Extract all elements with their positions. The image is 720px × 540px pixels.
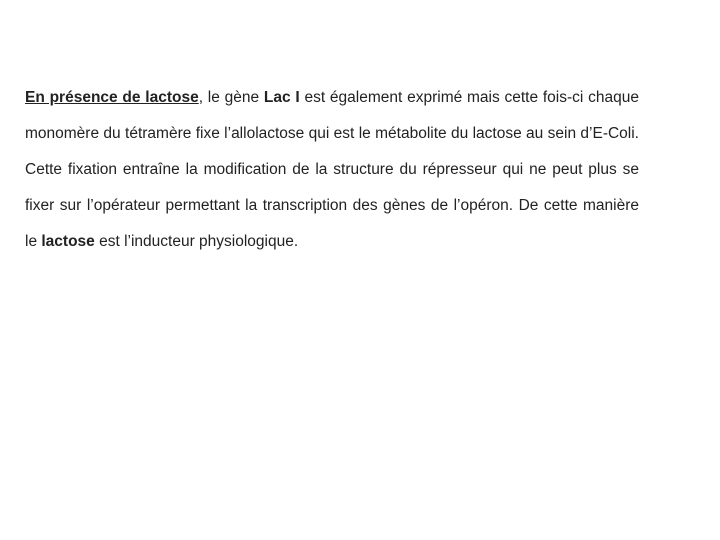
body-paragraph <box>25 80 639 260</box>
text-segment-3: est l’inducteur physiologique. <box>94 233 299 250</box>
lead-term: En présence de lactose <box>25 89 199 106</box>
text-segment-1: , le gène <box>198 89 264 106</box>
gene-name: Lac I <box>263 89 300 106</box>
text-segment-2: est également exprimé mais cette fois-ci chaque monomère du tétramère fixe l’allolactose qui est le métabolite du lactose au sein d’E-Coli. Cette fixation entraîne la modification de la structure du répresseur qui ne peut plus se fixer sur l’opérateur permettant la transcription des gènes de l’opéron. De cette manière le <box>25 89 639 250</box>
inducer-term: lactose <box>41 233 95 250</box>
